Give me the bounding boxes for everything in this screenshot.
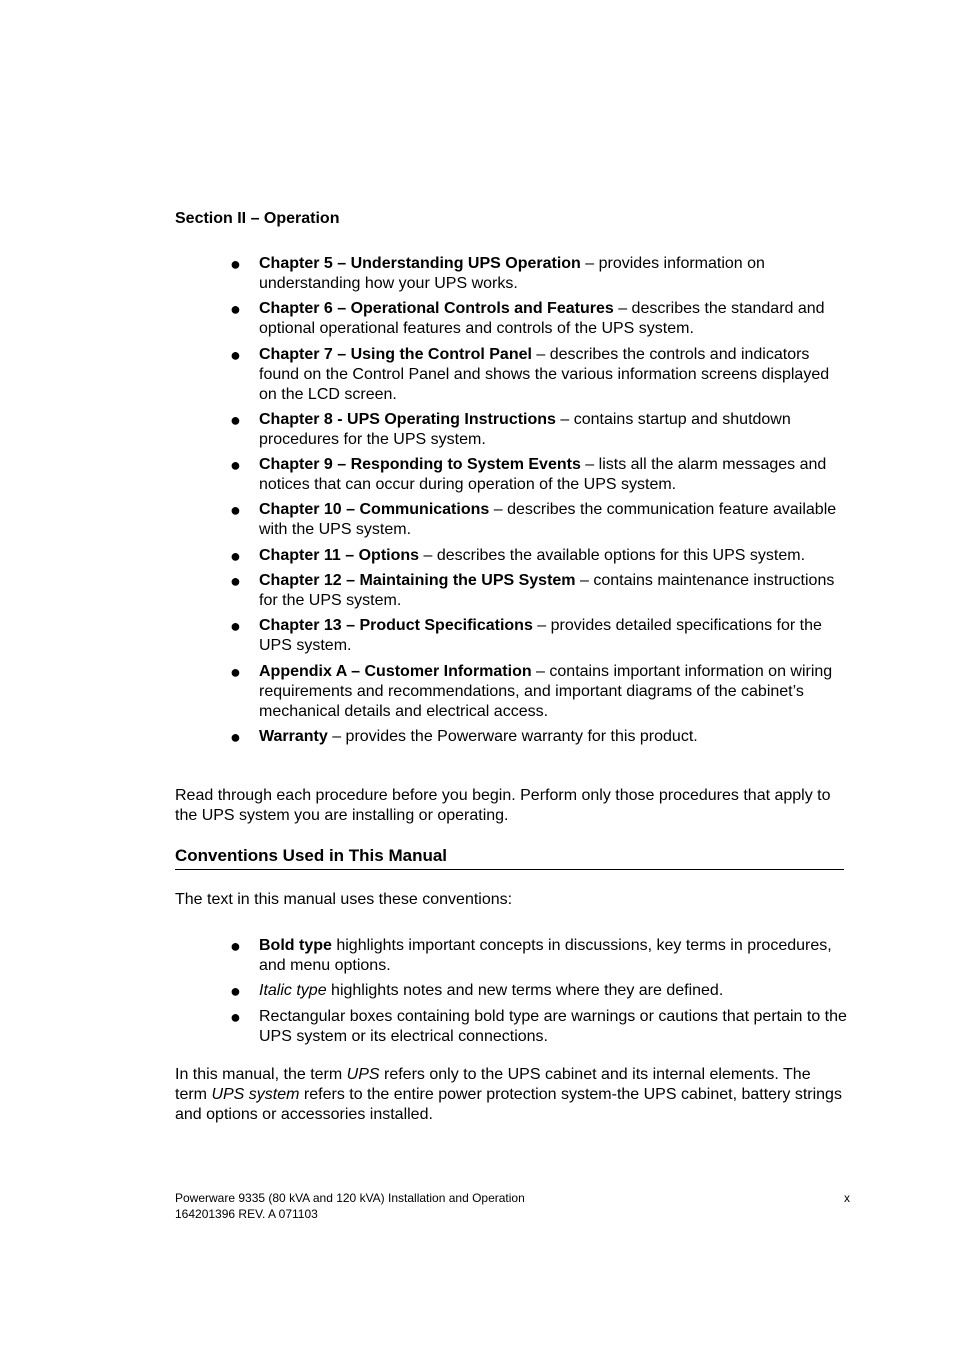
chapter-desc: – provides the Powerware warranty for this product. <box>327 727 698 745</box>
bullet-icon: ● <box>230 409 241 430</box>
read-through-paragraph: Read through each procedure before you begin. Perform only those procedures that apply to the UPS system you are installing or operating. <box>175 787 831 824</box>
conventions-intro: The text in this manual uses these conventions: <box>175 891 513 908</box>
term-text: In this manual, the term <box>175 1066 347 1083</box>
section-heading: Section II – Operation <box>175 210 340 227</box>
list-item <box>230 254 850 294</box>
bullet-icon: ● <box>230 1006 241 1027</box>
chapter-title: Chapter 9 – Responding to System Events <box>259 456 581 474</box>
chapter-title: Chapter 12 – Maintaining the UPS System <box>259 572 576 590</box>
term-ups-system: UPS system <box>211 1086 300 1103</box>
chapter-desc: – describes the standard and optional operational features and controls of the UPS system. <box>259 300 825 338</box>
page-footer <box>175 1190 850 1222</box>
chapter-title: Chapter 6 – Operational Controls and Features <box>259 300 614 318</box>
bullet-icon: ● <box>230 571 241 592</box>
list-item <box>230 299 850 339</box>
bullet-icon: ● <box>230 545 241 566</box>
bullet-icon: ● <box>230 616 241 637</box>
convention-desc: Rectangular boxes containing bold type are warnings or cautions that pertain to the UPS system or its electrical connections. <box>259 1007 847 1045</box>
list-item <box>230 410 850 450</box>
footer-revision: 164201396 REV. A 071103 <box>175 1207 318 1221</box>
chapter-desc: – describes the communication feature available with the UPS system. <box>259 501 837 539</box>
list-item <box>230 345 850 405</box>
chapter-list <box>230 254 850 752</box>
chapter-desc: – describes the controls and indicators found on the Control Panel and shows the various information screens displayed on the LCD screen. <box>259 345 830 403</box>
term-paragraph <box>175 1065 845 1125</box>
bullet-icon: ● <box>230 299 241 320</box>
list-item <box>230 662 850 722</box>
page-number: x <box>844 1191 850 1205</box>
list-item <box>230 616 850 656</box>
bullet-icon: ● <box>230 500 241 521</box>
conventions-list <box>230 936 850 1052</box>
convention-italic: Italic type <box>259 982 327 1000</box>
list-item <box>230 500 850 540</box>
chapter-title: Chapter 10 – Communications <box>259 501 490 519</box>
chapter-title: Chapter 11 – Options <box>259 546 420 564</box>
list-item <box>230 981 850 1001</box>
chapter-desc: – contains important information on wiring requirements and recommendations, and important diagrams of the cabinet’s mechanical details and electrical access. <box>259 662 833 720</box>
list-item <box>230 546 850 566</box>
chapter-desc: – lists all the alarm messages and notices that can occur during operation of the UPS system. <box>259 456 827 494</box>
chapter-title: Warranty <box>259 727 328 745</box>
chapter-desc: – provides detailed specifications for the UPS system. <box>259 617 822 655</box>
chapter-title: Chapter 5 – Understanding UPS Operation <box>259 255 581 272</box>
list-item <box>230 1007 850 1047</box>
bullet-icon: ● <box>230 254 241 274</box>
term-text: refers only to the UPS cabinet and its internal elements. The term <box>175 1066 811 1103</box>
list-item <box>230 936 850 976</box>
bullet-icon: ● <box>230 661 241 682</box>
bullet-icon: ● <box>230 455 241 476</box>
chapter-title: Chapter 8 - UPS Operating Instructions <box>259 410 556 428</box>
term-ups: UPS <box>346 1066 380 1083</box>
term-text: refers to the entire power protection system-the UPS cabinet, battery strings and options or accessories installed. <box>175 1086 842 1123</box>
convention-desc: highlights notes and new terms where they are defined. <box>326 982 724 1000</box>
bullet-icon: ● <box>230 344 241 365</box>
list-item <box>230 455 850 495</box>
chapter-title: Appendix A – Customer Information <box>259 662 532 680</box>
chapter-desc: – contains maintenance instructions for the UPS system. <box>259 572 835 610</box>
chapter-desc: – describes the available options for this UPS system. <box>419 546 806 564</box>
bullet-icon: ● <box>230 936 241 956</box>
convention-desc: highlights important concepts in discussions, key terms in procedures, and menu options. <box>259 937 832 974</box>
footer-title: Powerware 9335 (80 kVA and 120 kVA) Installation and Operation <box>175 1191 525 1205</box>
chapter-desc: – provides information on understanding how your UPS works. <box>259 255 765 292</box>
list-item <box>230 727 850 747</box>
chapter-desc: – contains startup and shutdown procedures for the UPS system. <box>259 410 791 448</box>
convention-bold: Bold type <box>259 937 332 954</box>
chapter-title: Chapter 7 – Using the Control Panel <box>259 345 532 363</box>
conventions-heading: Conventions Used in This Manual <box>175 845 844 870</box>
bullet-icon: ● <box>230 981 241 1002</box>
bullet-icon: ● <box>230 726 241 747</box>
chapter-title: Chapter 13 – Product Specifications <box>259 617 533 635</box>
list-item <box>230 571 850 611</box>
